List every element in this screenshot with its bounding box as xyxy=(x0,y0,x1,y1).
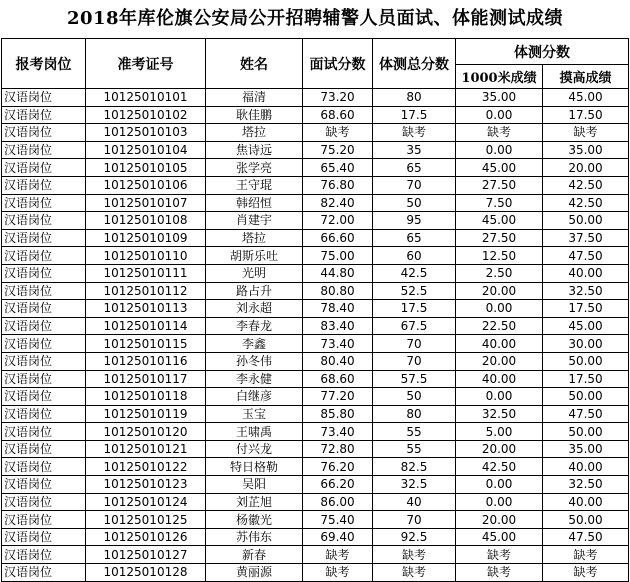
header-position: 报考岗位 xyxy=(2,39,86,89)
cell-fitness-total: 55 xyxy=(373,423,456,441)
cell-exam-id: 10125010121 xyxy=(86,440,206,458)
cell-touch-high: 17.50 xyxy=(543,106,629,124)
cell-touch-high: 47.50 xyxy=(543,528,629,546)
cell-interview: 75.00 xyxy=(303,247,373,265)
cell-run-1000m: 0.00 xyxy=(456,476,543,494)
cell-exam-id: 10125010124 xyxy=(86,493,206,511)
score-table xyxy=(1,38,629,582)
cell-run-1000m: 45.00 xyxy=(456,528,543,546)
cell-run-1000m: 0.00 xyxy=(456,493,543,511)
cell-position: 汉语岗位 xyxy=(2,229,86,247)
header-touch-high: 摸高成绩 xyxy=(543,65,629,89)
cell-exam-id: 10125010119 xyxy=(86,405,206,423)
cell-run-1000m: 42.50 xyxy=(456,458,543,476)
cell-interview: 75.40 xyxy=(303,511,373,529)
table-row xyxy=(2,194,629,212)
cell-fitness-total: 65 xyxy=(373,159,456,177)
cell-name: 李鑫 xyxy=(206,335,303,353)
cell-touch-high: 35.00 xyxy=(543,440,629,458)
cell-position: 汉语岗位 xyxy=(2,176,86,194)
cell-run-1000m: 0.00 xyxy=(456,141,543,159)
cell-run-1000m: 22.50 xyxy=(456,317,543,335)
cell-exam-id: 10125010105 xyxy=(86,159,206,177)
cell-fitness-total: 95 xyxy=(373,212,456,230)
cell-exam-id: 10125010104 xyxy=(86,141,206,159)
cell-exam-id: 10125010122 xyxy=(86,458,206,476)
cell-exam-id: 10125010118 xyxy=(86,388,206,406)
cell-position: 汉语岗位 xyxy=(2,124,86,142)
cell-exam-id: 10125010112 xyxy=(86,282,206,300)
cell-name: 黄丽源 xyxy=(206,564,303,582)
cell-position: 汉语岗位 xyxy=(2,370,86,388)
cell-fitness-total: 80 xyxy=(373,405,456,423)
cell-interview: 72.80 xyxy=(303,440,373,458)
cell-interview: 77.20 xyxy=(303,388,373,406)
table-row xyxy=(2,159,629,177)
table-row xyxy=(2,317,629,335)
cell-position: 汉语岗位 xyxy=(2,493,86,511)
cell-name: 孙冬伟 xyxy=(206,352,303,370)
cell-position: 汉语岗位 xyxy=(2,423,86,441)
cell-name: 福清 xyxy=(206,89,303,107)
header-fitness-total: 体测总分数 xyxy=(373,39,456,89)
cell-exam-id: 10125010101 xyxy=(86,89,206,107)
cell-touch-high: 17.50 xyxy=(543,370,629,388)
cell-fitness-total: 缺考 xyxy=(373,546,456,564)
cell-run-1000m: 27.50 xyxy=(456,176,543,194)
cell-position: 汉语岗位 xyxy=(2,106,86,124)
table-row xyxy=(2,212,629,230)
cell-position: 汉语岗位 xyxy=(2,476,86,494)
table-row xyxy=(2,124,629,142)
table-row xyxy=(2,247,629,265)
cell-exam-id: 10125010109 xyxy=(86,229,206,247)
cell-run-1000m: 12.50 xyxy=(456,247,543,265)
cell-fitness-total: 17.5 xyxy=(373,106,456,124)
cell-run-1000m: 0.00 xyxy=(456,388,543,406)
table-row xyxy=(2,440,629,458)
cell-fitness-total: 70 xyxy=(373,352,456,370)
cell-fitness-total: 70 xyxy=(373,335,456,353)
cell-run-1000m: 缺考 xyxy=(456,546,543,564)
cell-position: 汉语岗位 xyxy=(2,264,86,282)
cell-name: 新春 xyxy=(206,546,303,564)
cell-run-1000m: 2.50 xyxy=(456,264,543,282)
cell-fitness-total: 缺考 xyxy=(373,124,456,142)
cell-exam-id: 10125010103 xyxy=(86,124,206,142)
cell-fitness-total: 57.5 xyxy=(373,370,456,388)
cell-fitness-total: 50 xyxy=(373,388,456,406)
cell-touch-high: 缺考 xyxy=(543,546,629,564)
cell-position: 汉语岗位 xyxy=(2,564,86,582)
header-name: 姓名 xyxy=(206,39,303,89)
cell-fitness-total: 70 xyxy=(373,176,456,194)
cell-touch-high: 50.00 xyxy=(543,388,629,406)
cell-fitness-total: 42.5 xyxy=(373,264,456,282)
cell-run-1000m: 40.00 xyxy=(456,370,543,388)
cell-touch-high: 缺考 xyxy=(543,564,629,582)
cell-run-1000m: 缺考 xyxy=(456,564,543,582)
cell-touch-high: 45.00 xyxy=(543,317,629,335)
cell-interview: 66.20 xyxy=(303,476,373,494)
cell-run-1000m: 32.50 xyxy=(456,405,543,423)
table-row xyxy=(2,476,629,494)
cell-touch-high: 30.00 xyxy=(543,335,629,353)
table-row xyxy=(2,388,629,406)
cell-fitness-total: 32.5 xyxy=(373,476,456,494)
cell-interview: 72.00 xyxy=(303,212,373,230)
cell-position: 汉语岗位 xyxy=(2,89,86,107)
table-row xyxy=(2,511,629,529)
cell-touch-high: 50.00 xyxy=(543,212,629,230)
page-title: 2018年库伦旗公安局公开招聘辅警人员面试、体能测试成绩 xyxy=(66,8,564,29)
cell-name: 白继彦 xyxy=(206,388,303,406)
cell-interview: 65.40 xyxy=(303,159,373,177)
cell-position: 汉语岗位 xyxy=(2,458,86,476)
cell-exam-id: 10125010110 xyxy=(86,247,206,265)
cell-fitness-total: 17.5 xyxy=(373,300,456,318)
table-row xyxy=(2,282,629,300)
cell-name: 刘永超 xyxy=(206,300,303,318)
table-row xyxy=(2,106,629,124)
table-row xyxy=(2,141,629,159)
cell-interview: 80.80 xyxy=(303,282,373,300)
cell-name: 耿佳鹏 xyxy=(206,106,303,124)
cell-exam-id: 10125010116 xyxy=(86,352,206,370)
cell-position: 汉语岗位 xyxy=(2,440,86,458)
cell-position: 汉语岗位 xyxy=(2,282,86,300)
cell-run-1000m: 0.00 xyxy=(456,300,543,318)
table-row xyxy=(2,335,629,353)
cell-interview: 73.40 xyxy=(303,335,373,353)
cell-exam-id: 10125010108 xyxy=(86,212,206,230)
cell-touch-high: 40.00 xyxy=(543,493,629,511)
cell-interview: 76.80 xyxy=(303,176,373,194)
cell-touch-high: 50.00 xyxy=(543,423,629,441)
cell-exam-id: 10125010117 xyxy=(86,370,206,388)
cell-touch-high: 50.00 xyxy=(543,511,629,529)
cell-run-1000m: 20.00 xyxy=(456,511,543,529)
cell-interview: 69.40 xyxy=(303,528,373,546)
cell-touch-high: 47.50 xyxy=(543,247,629,265)
cell-touch-high: 缺考 xyxy=(543,124,629,142)
cell-fitness-total: 80 xyxy=(373,89,456,107)
cell-fitness-total: 70 xyxy=(373,511,456,529)
cell-run-1000m: 20.00 xyxy=(456,352,543,370)
cell-name: 焦诗远 xyxy=(206,141,303,159)
cell-touch-high: 35.00 xyxy=(543,141,629,159)
cell-position: 汉语岗位 xyxy=(2,159,86,177)
cell-position: 汉语岗位 xyxy=(2,194,86,212)
cell-position: 汉语岗位 xyxy=(2,511,86,529)
table-row xyxy=(2,405,629,423)
cell-interview: 68.60 xyxy=(303,106,373,124)
cell-position: 汉语岗位 xyxy=(2,212,86,230)
cell-interview: 68.60 xyxy=(303,370,373,388)
cell-name: 杨徽光 xyxy=(206,511,303,529)
cell-position: 汉语岗位 xyxy=(2,141,86,159)
cell-position: 汉语岗位 xyxy=(2,300,86,318)
cell-name: 肖建宇 xyxy=(206,212,303,230)
cell-name: 付兴龙 xyxy=(206,440,303,458)
cell-run-1000m: 缺考 xyxy=(456,124,543,142)
table-row xyxy=(2,423,629,441)
cell-run-1000m: 0.00 xyxy=(456,106,543,124)
cell-interview: 缺考 xyxy=(303,124,373,142)
cell-fitness-total: 67.5 xyxy=(373,317,456,335)
cell-position: 汉语岗位 xyxy=(2,388,86,406)
table-row xyxy=(2,264,629,282)
cell-run-1000m: 40.00 xyxy=(456,335,543,353)
cell-name: 光明 xyxy=(206,264,303,282)
table-row xyxy=(2,89,629,107)
cell-fitness-total: 92.5 xyxy=(373,528,456,546)
cell-name: 吴阳 xyxy=(206,476,303,494)
cell-interview: 66.60 xyxy=(303,229,373,247)
cell-name: 张学亮 xyxy=(206,159,303,177)
table-row xyxy=(2,229,629,247)
table-row xyxy=(2,352,629,370)
cell-fitness-total: 55 xyxy=(373,440,456,458)
cell-name: 特日格勒 xyxy=(206,458,303,476)
table-row xyxy=(2,300,629,318)
cell-name: 胡斯乐吐 xyxy=(206,247,303,265)
cell-touch-high: 20.00 xyxy=(543,159,629,177)
cell-name: 玉宝 xyxy=(206,405,303,423)
cell-touch-high: 32.50 xyxy=(543,282,629,300)
cell-run-1000m: 20.00 xyxy=(456,282,543,300)
cell-position: 汉语岗位 xyxy=(2,546,86,564)
cell-run-1000m: 27.50 xyxy=(456,229,543,247)
cell-interview: 73.20 xyxy=(303,89,373,107)
header-interview: 面试分数 xyxy=(303,39,373,89)
table-row xyxy=(2,546,629,564)
cell-exam-id: 10125010114 xyxy=(86,317,206,335)
table-row xyxy=(2,528,629,546)
cell-fitness-total: 52.5 xyxy=(373,282,456,300)
table-row xyxy=(2,458,629,476)
cell-run-1000m: 35.00 xyxy=(456,89,543,107)
cell-name: 王啸禹 xyxy=(206,423,303,441)
cell-fitness-total: 82.5 xyxy=(373,458,456,476)
header-exam-id: 准考证号 xyxy=(86,39,206,89)
cell-exam-id: 10125010106 xyxy=(86,176,206,194)
cell-interview: 76.20 xyxy=(303,458,373,476)
cell-fitness-total: 35 xyxy=(373,141,456,159)
cell-fitness-total: 60 xyxy=(373,247,456,265)
cell-interview: 44.80 xyxy=(303,264,373,282)
cell-run-1000m: 5.00 xyxy=(456,423,543,441)
cell-interview: 78.40 xyxy=(303,300,373,318)
cell-name: 塔拉 xyxy=(206,229,303,247)
cell-exam-id: 10125010120 xyxy=(86,423,206,441)
cell-touch-high: 17.50 xyxy=(543,300,629,318)
cell-exam-id: 10125010128 xyxy=(86,564,206,582)
header-fitness-group: 体测分数 xyxy=(456,39,629,65)
cell-interview: 73.40 xyxy=(303,423,373,441)
cell-name: 路占升 xyxy=(206,282,303,300)
cell-exam-id: 10125010111 xyxy=(86,264,206,282)
cell-interview: 缺考 xyxy=(303,564,373,582)
cell-exam-id: 10125010115 xyxy=(86,335,206,353)
cell-name: 刘芷旭 xyxy=(206,493,303,511)
cell-exam-id: 10125010107 xyxy=(86,194,206,212)
cell-exam-id: 10125010125 xyxy=(86,511,206,529)
table-body xyxy=(2,89,629,582)
cell-interview: 86.00 xyxy=(303,493,373,511)
cell-name: 李永健 xyxy=(206,370,303,388)
table-row xyxy=(2,176,629,194)
cell-touch-high: 47.50 xyxy=(543,405,629,423)
cell-position: 汉语岗位 xyxy=(2,335,86,353)
cell-touch-high: 50.00 xyxy=(543,352,629,370)
cell-position: 汉语岗位 xyxy=(2,528,86,546)
cell-interview: 80.40 xyxy=(303,352,373,370)
cell-exam-id: 10125010123 xyxy=(86,476,206,494)
cell-fitness-total: 50 xyxy=(373,194,456,212)
cell-run-1000m: 45.00 xyxy=(456,212,543,230)
cell-run-1000m: 45.00 xyxy=(456,159,543,177)
cell-touch-high: 40.00 xyxy=(543,458,629,476)
cell-interview: 缺考 xyxy=(303,546,373,564)
table-row xyxy=(2,493,629,511)
cell-name: 李春龙 xyxy=(206,317,303,335)
cell-run-1000m: 20.00 xyxy=(456,440,543,458)
cell-name: 韩绍恒 xyxy=(206,194,303,212)
cell-fitness-total: 40 xyxy=(373,493,456,511)
cell-touch-high: 37.50 xyxy=(543,229,629,247)
cell-interview: 75.20 xyxy=(303,141,373,159)
cell-interview: 82.40 xyxy=(303,194,373,212)
cell-position: 汉语岗位 xyxy=(2,405,86,423)
cell-touch-high: 32.50 xyxy=(543,476,629,494)
cell-touch-high: 42.50 xyxy=(543,194,629,212)
cell-fitness-total: 缺考 xyxy=(373,564,456,582)
cell-exam-id: 10125010102 xyxy=(86,106,206,124)
cell-name: 塔拉 xyxy=(206,124,303,142)
cell-name: 王守琨 xyxy=(206,176,303,194)
table-row xyxy=(2,370,629,388)
cell-fitness-total: 65 xyxy=(373,229,456,247)
cell-exam-id: 10125010113 xyxy=(86,300,206,318)
cell-run-1000m: 7.50 xyxy=(456,194,543,212)
cell-touch-high: 42.50 xyxy=(543,176,629,194)
cell-position: 汉语岗位 xyxy=(2,247,86,265)
cell-interview: 85.80 xyxy=(303,405,373,423)
cell-name: 苏伟东 xyxy=(206,528,303,546)
cell-exam-id: 10125010126 xyxy=(86,528,206,546)
cell-touch-high: 45.00 xyxy=(543,89,629,107)
cell-position: 汉语岗位 xyxy=(2,352,86,370)
cell-position: 汉语岗位 xyxy=(2,317,86,335)
cell-interview: 83.40 xyxy=(303,317,373,335)
cell-touch-high: 40.00 xyxy=(543,264,629,282)
header-run-1000m: 1000米成绩 xyxy=(456,65,543,89)
cell-exam-id: 10125010127 xyxy=(86,546,206,564)
table-row xyxy=(2,564,629,582)
